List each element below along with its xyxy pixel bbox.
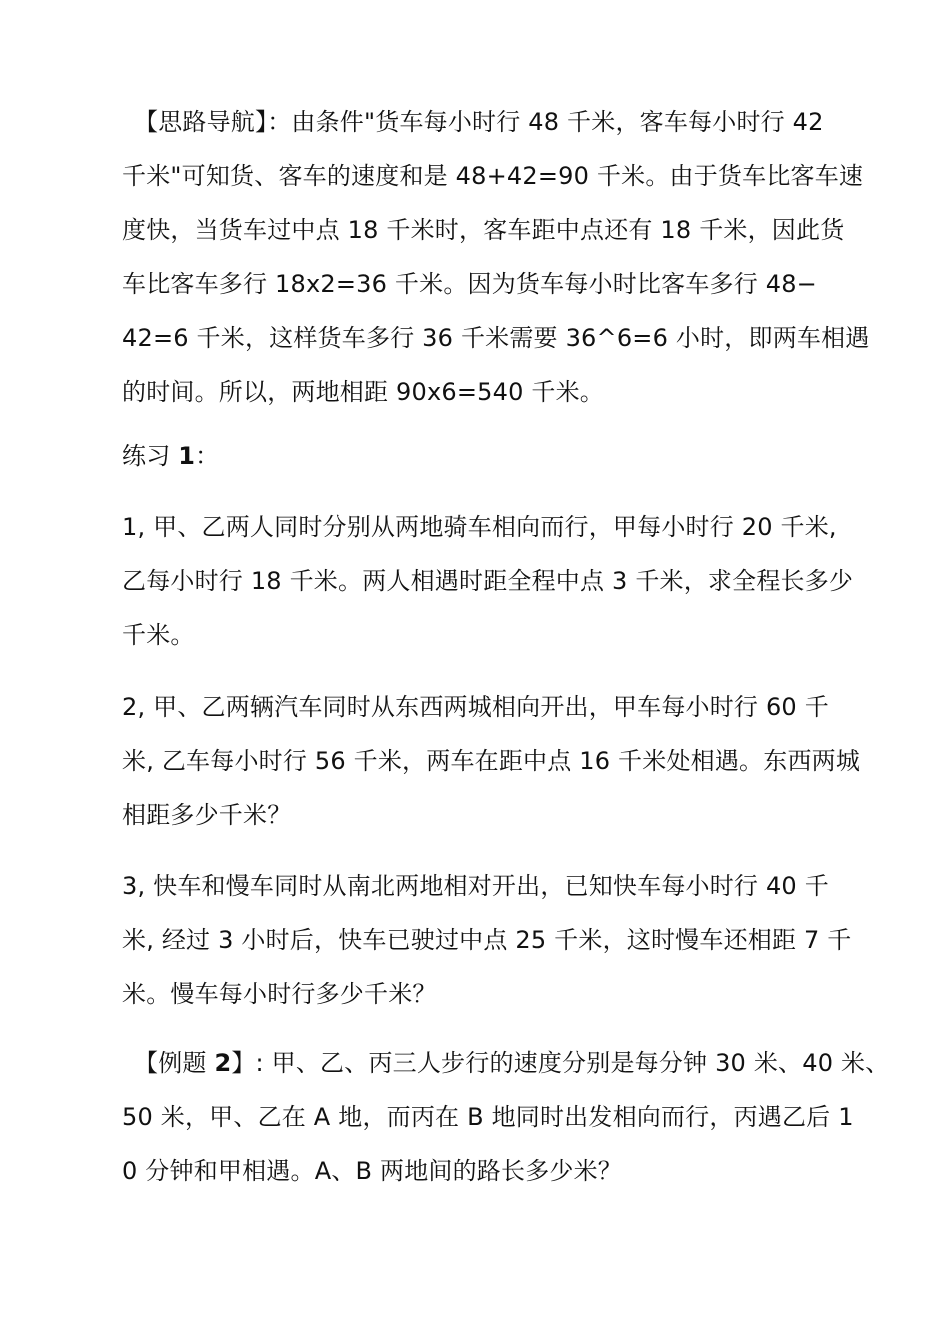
navigation-paragraph — [122, 95, 870, 419]
exercise-heading: 练习 1： — [122, 442, 220, 470]
problem-line: 米。慢车每小时行多少千米？ — [122, 980, 437, 1008]
example-line-1: 【例题 2】: 甲、乙、丙三人步行的速度分别是每分钟 30 米、40 米、 — [134, 1049, 890, 1077]
problem-line: 米, 经过 3 小时后，快车已驶过中点 25 千米，这时慢车还相距 7 千 — [122, 926, 852, 954]
example-2 — [122, 1036, 890, 1198]
problem-line: 3, 快车和慢车同时从南北两地相对开出，已知快车每小时行 40 千 — [122, 872, 829, 900]
example-line-2: 50 米，甲、乙在 A 地，而丙在 B 地同时出发相向而行，丙遇乙后 1 — [122, 1103, 854, 1131]
problem-1 — [122, 500, 854, 662]
navigation-line-1: 【思路导航】：由条件"货车每小时行 48 千米，客车每小时行 42 — [134, 108, 824, 136]
problem-line: 2, 甲、乙两辆汽车同时从东西两城相向开出，甲车每小时行 60 千 — [122, 693, 829, 721]
problem-2 — [122, 680, 861, 842]
navigation-line-6: 的时间。所以，两地相距 90x6=540 千米。 — [122, 378, 604, 406]
problem-line: 米, 乙车每小时行 56 千米，两车在距中点 16 千米处相遇。东西两城 — [122, 747, 861, 775]
problem-3 — [122, 859, 852, 1021]
problem-line: 1, 甲、乙两人同时分别从两地骑车相向而行，甲每小时行 20 千米, — [122, 513, 837, 541]
navigation-line-5: 42=6 千米，这样货车多行 36 千米需要 36^6=6 小时，即两车相遇 — [122, 324, 870, 352]
problem-line: 相距多少千米？ — [122, 801, 292, 829]
navigation-label: 【思路导航】 — [134, 108, 268, 136]
example-line-3: 0 分钟和甲相遇。A、B 两地间的路长多少米？ — [122, 1157, 623, 1185]
navigation-line-2: 千米"可知货、客车的速度和是 48+42=90 千米。由于货车比客车速 — [122, 162, 864, 190]
navigation-line-4: 车比客车多行 18x2=36 千米。因为货车每小时比客车多行 48− — [122, 270, 817, 298]
navigation-line-3: 度快，当货车过中点 18 千米时，客车距中点还有 18 千米，因此货 — [122, 216, 845, 244]
problem-line: 乙每小时行 18 千米。两人相遇时距全程中点 3 千米，求全程长多少 — [122, 567, 854, 595]
problem-line: 千米。 — [122, 621, 195, 649]
